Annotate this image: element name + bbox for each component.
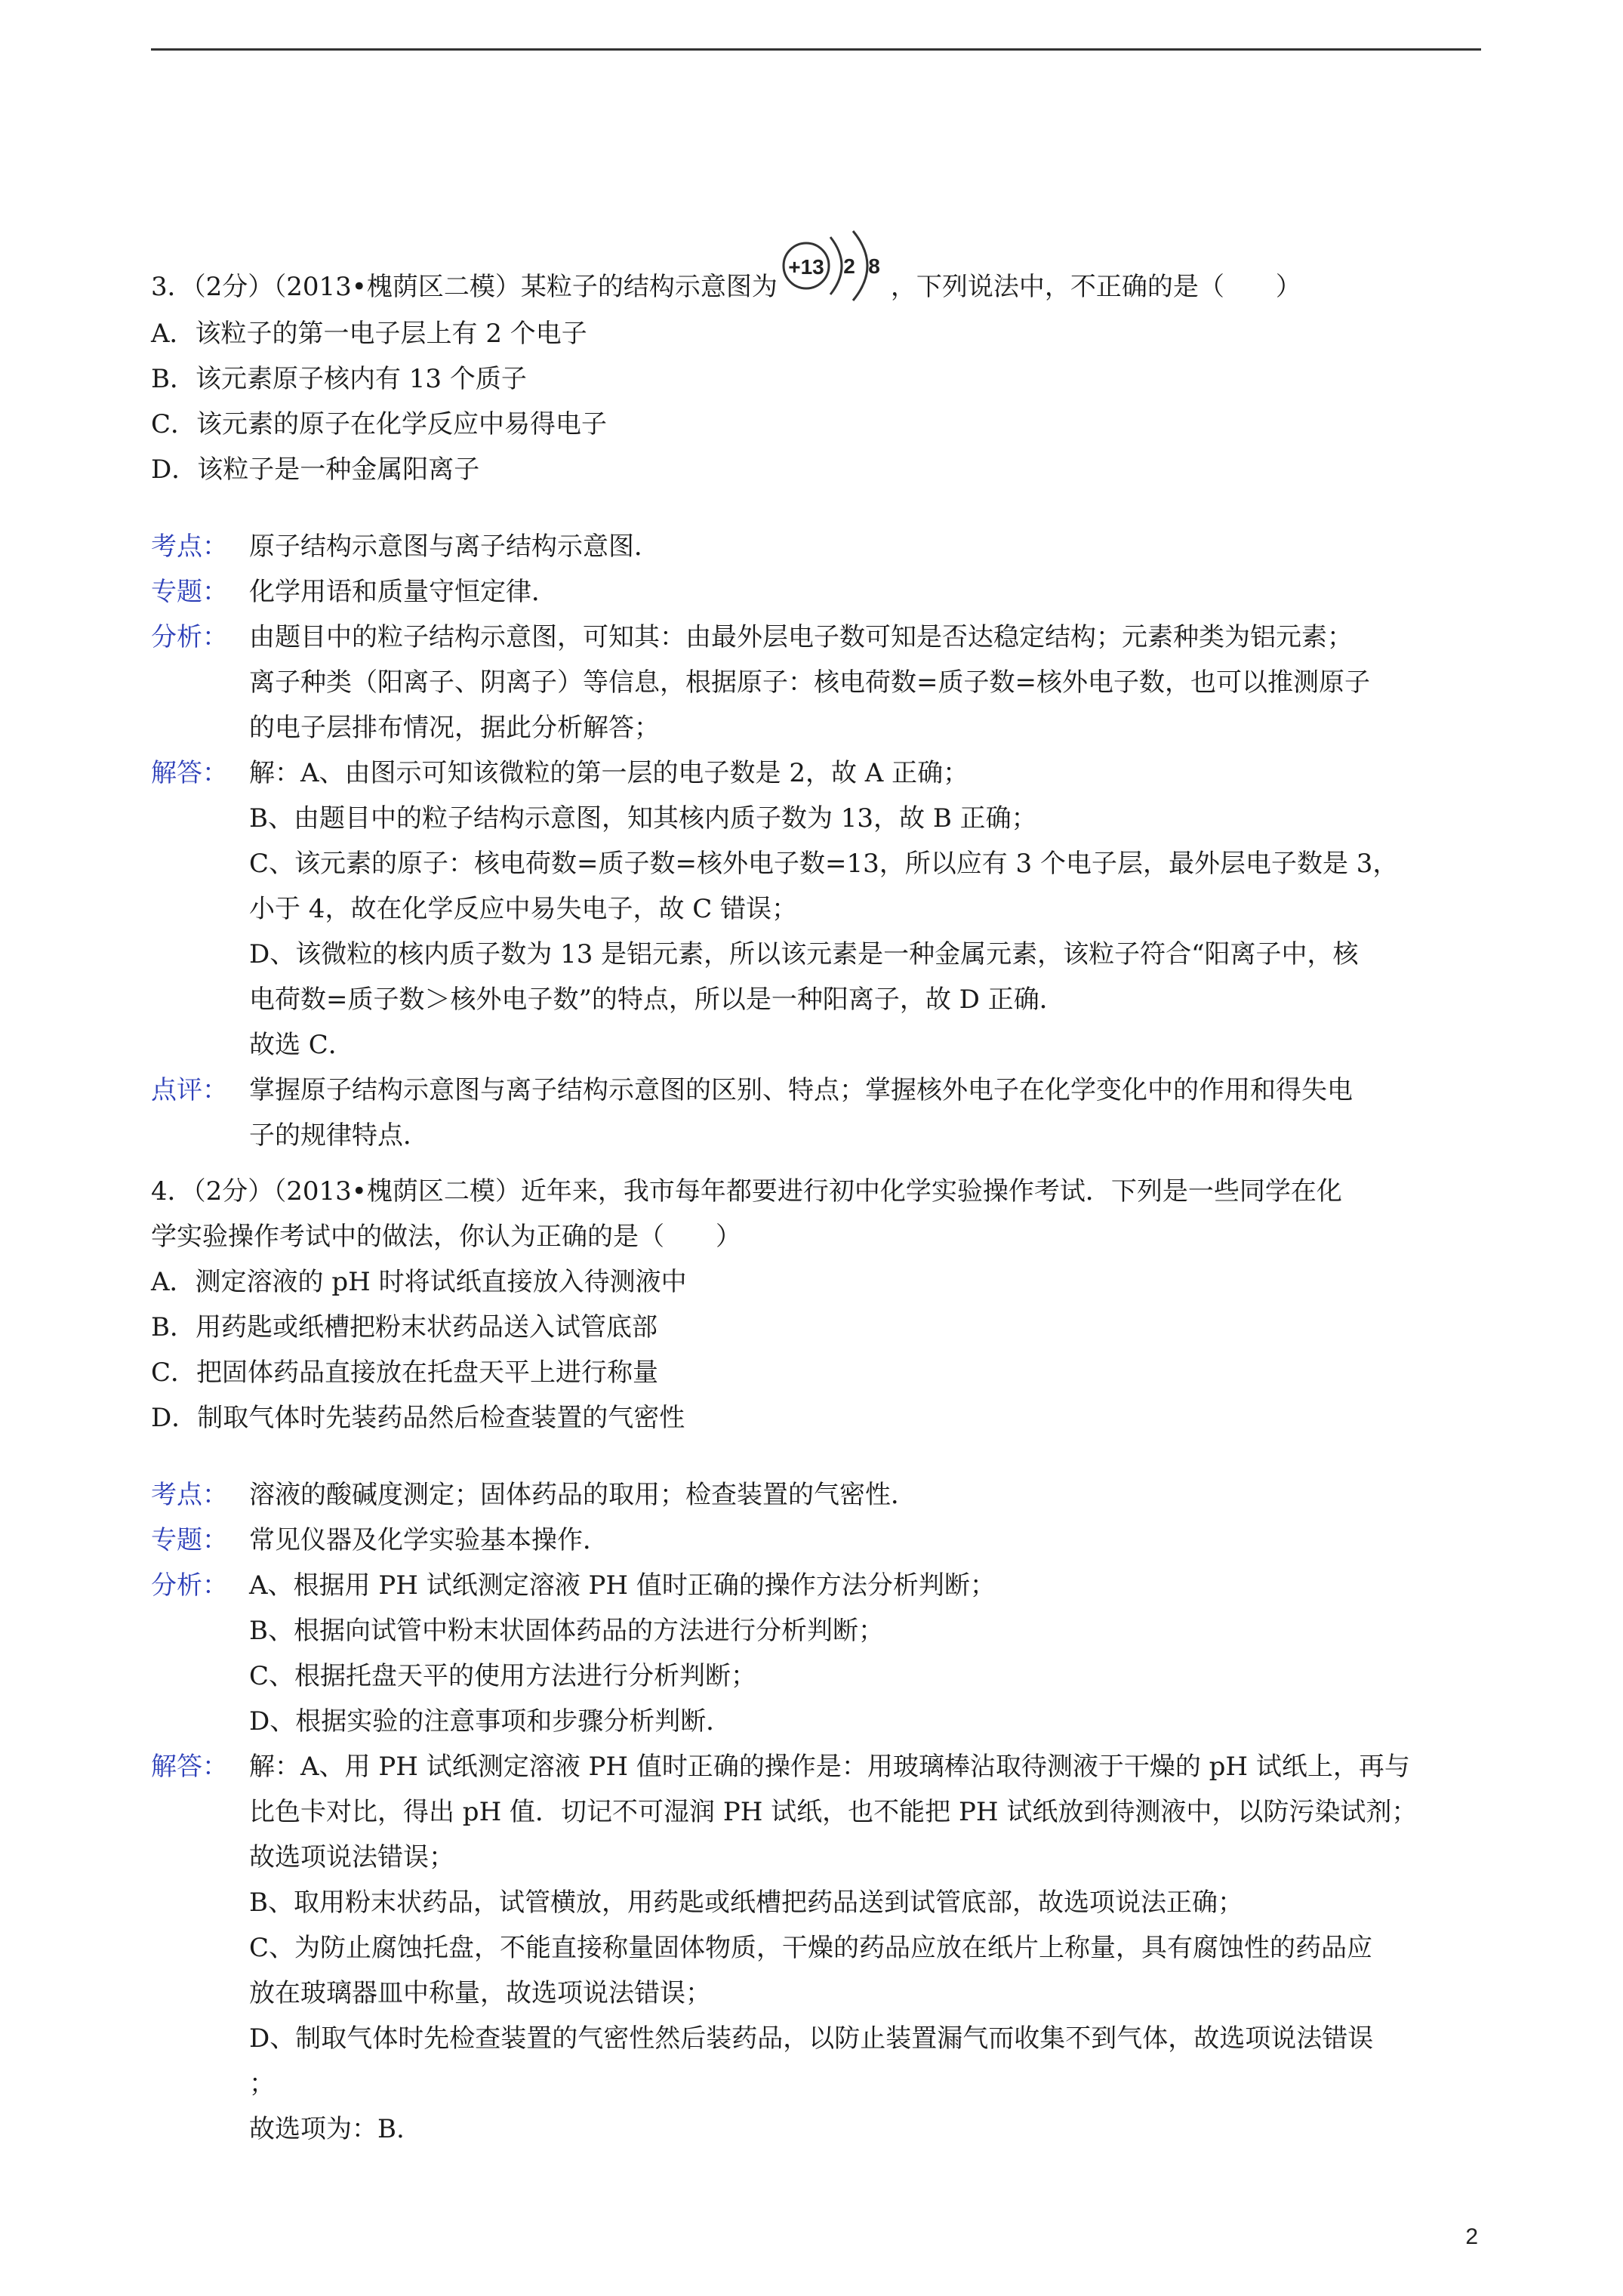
zhuanti-text: 化学用语和质量守恒定律．: [249, 577, 557, 607]
fenxi-line: 的电子层排布情况，据此分析解答；: [249, 713, 660, 743]
fenxi-line: 离子种类（阳离子、阴离子）等信息，根据原子：核电荷数=质子数=核外电子数，也可以推测原子: [249, 667, 1370, 698]
jieda-line: 故选项说法错误；: [249, 1842, 454, 1872]
question-4-stem: 4．（2分）（2013•槐荫区二模）近年来，我市每年都要进行初中化学实验操作考试．下列是一些同学在化: [151, 1176, 1342, 1207]
dianping-row: [151, 1068, 1495, 1158]
kaodian-text: 原子结构示意图与离子结构示意图．: [249, 532, 660, 562]
jieda-label: 解答：: [151, 1752, 228, 1782]
kaodian-row: [151, 1472, 1495, 1518]
jieda-line: B、取用粉末状药品，试管横放，用药匙或纸槽把药品送到试管底部，故选项说法正确；: [249, 1888, 1243, 1918]
fenxi-line: 由题目中的粒子结构示意图，可知其：由最外层电子数可知是否达稳定结构；元素种类为铝元素；: [249, 622, 1353, 652]
page-number: 2: [1465, 2224, 1478, 2249]
shell-arc-1: [830, 237, 842, 294]
jieda-line: 电荷数=质子数＞核外电子数”的特点，所以是一种阳离子，故 D 正确．: [249, 985, 1065, 1015]
option-a: A．该粒子的第一电子层上有 2 个电子: [151, 319, 587, 349]
jieda-line: B、由题目中的粒子结构示意图，知其核内质子数为 13，故 B 正确；: [249, 803, 1037, 834]
nucleus-charge: +13: [788, 255, 824, 279]
jieda-line: ；: [249, 2069, 275, 2099]
jieda-line: D、该微粒的核内质子数为 13 是铝元素，所以该元素是一种金属元素，该粒子符合“阳离子中，核: [249, 939, 1359, 969]
zhuanti-row: [151, 1518, 1495, 1563]
option-a: A．测定溶液的 pH 时将试纸直接放入待测液中: [151, 1267, 687, 1297]
jieda-line: D、制取气体时先检查装置的气密性然后装药品，以防止装置漏气而收集不到气体，故选项说法错误: [249, 2023, 1374, 2054]
header-rule: [151, 48, 1481, 51]
fenxi-label: 分析：: [151, 1570, 228, 1601]
atom-svg: [778, 220, 898, 319]
option-c: C．把固体药品直接放在托盘天平上进行称量: [151, 1358, 659, 1388]
jieda-line: 解：A、用 PH 试纸测定溶液 PH 值时正确的操作是：用玻璃棒沾取待测液于干燥的 pH 试纸上，再与: [249, 1752, 1410, 1782]
jieda-row: [151, 1744, 1495, 2152]
jieda-line: C、该元素的原子：核电荷数=质子数=核外电子数=13，所以应有 3 个电子层，最外层电子数是 3，: [249, 849, 1399, 879]
jieda-line: 放在玻璃器皿中称量，故选项说法错误；: [249, 1978, 711, 2008]
zhuanti-row: [151, 569, 1495, 615]
kaodian-text: 溶液的酸碱度测定；固体药品的取用；检查装置的气密性．: [249, 1480, 916, 1510]
option-b: B．该元素原子核内有 13 个质子: [151, 364, 527, 394]
kaodian-label: 考点：: [151, 1480, 228, 1510]
jieda-line: 比色卡对比，得出 pH 值．切记不可湿润 PH 试纸，也不能把 PH 试纸放到待测液中，以防污染试剂；: [249, 1797, 1418, 1827]
shell-2-electrons: 8: [868, 254, 880, 278]
option-c: C．该元素的原子在化学反应中易得电子: [151, 409, 608, 439]
option-d: D．该粒子是一种金属阳离子: [151, 455, 480, 485]
option-d: D．制取气体时先装药品然后检查装置的气密性: [151, 1403, 685, 1433]
fenxi-line: C、根据托盘天平的使用方法进行分析判断；: [249, 1661, 757, 1691]
zhuanti-text: 常见仪器及化学实验基本操作．: [249, 1525, 608, 1555]
shell-arc-2: [853, 231, 867, 300]
dianping-line: 子的规律特点．: [249, 1120, 429, 1151]
dianping-label: 点评：: [151, 1075, 228, 1105]
dianping-line: 掌握原子结构示意图与离子结构示意图的区别、特点；掌握核外电子在化学变化中的作用和得失电: [249, 1075, 1353, 1105]
question-3: [151, 254, 1495, 1158]
fenxi-row: [151, 1563, 1495, 1744]
jieda-line: 解：A、由图示可知该微粒的第一层的电子数是 2，故 A 正确；: [249, 758, 969, 788]
jieda-line: C、为防止腐蚀托盘，不能直接称量固体物质，干燥的药品应放在纸片上称量，具有腐蚀性的药品应: [249, 1933, 1373, 1963]
kaodian-row: [151, 524, 1495, 569]
zhuanti-label: 专题：: [151, 1525, 228, 1555]
jieda-line: 故选项为：B.: [249, 2114, 405, 2144]
fenxi-line: A、根据用 PH 试纸测定溶液 PH 值时正确的操作方法分析判断；: [249, 1570, 996, 1601]
jieda-label: 解答：: [151, 758, 228, 788]
option-b: B．用药匙或纸槽把粉末状药品送入试管底部: [151, 1312, 658, 1342]
question-4-stem: 学实验操作考试中的做法，你认为正确的是（ ）: [151, 1222, 741, 1252]
jieda-line: 故选 C．: [249, 1030, 354, 1060]
fenxi-row: [151, 615, 1495, 750]
kaodian-label: 考点：: [151, 532, 228, 562]
jieda-row: [151, 750, 1495, 1068]
shell-1-electrons: 2: [843, 254, 855, 278]
jieda-line: 小于 4，故在化学反应中易失电子，故 C 错误；: [249, 894, 798, 924]
fenxi-label: 分析：: [151, 622, 228, 652]
question-4: [151, 1169, 1495, 2152]
zhuanti-label: 专题：: [151, 577, 228, 607]
fenxi-line: B、根据向试管中粉末状固体药品的方法进行分析判断；: [249, 1616, 884, 1646]
question-3-stem: 3．（2分）（2013•槐荫区二模）某粒子的结构示意图为 +13 2 8 ，下列说法中，不正确的是（ ）: [151, 264, 1495, 311]
fenxi-line: D、根据实验的注意事项和步骤分析判断．: [249, 1706, 732, 1737]
atomic-structure-diagram: [778, 254, 891, 311]
